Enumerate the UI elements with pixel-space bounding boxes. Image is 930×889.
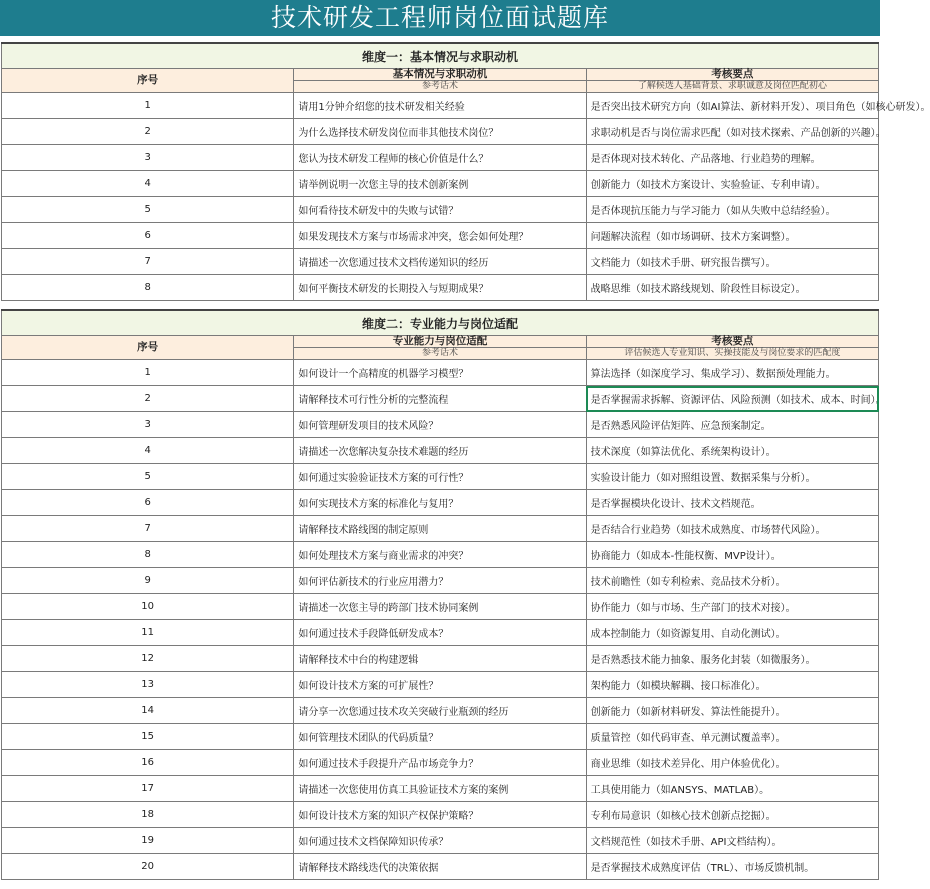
question-cell[interactable]: 请描述一次您解决复杂技术难题的经历 xyxy=(294,438,586,464)
table-row xyxy=(2,672,879,698)
keypoint-cell[interactable]: 成本控制能力（如资源复用、自动化测试）。 xyxy=(586,620,878,646)
keypoint-cell[interactable]: 技术深度（如算法优化、系统架构设计）。 xyxy=(586,438,878,464)
question-cell[interactable]: 如何设计技术方案的知识产权保护策略？ xyxy=(294,802,586,828)
question-cell[interactable]: 您认为技术研发工程师的核心价值是什么？ xyxy=(294,145,586,171)
question-cell[interactable]: 请解释技术路线图的制定原则 xyxy=(294,516,586,542)
header-no: 序号 xyxy=(2,336,294,360)
question-cell[interactable]: 如何实现技术方案的标准化与复用？ xyxy=(294,490,586,516)
question-cell[interactable]: 请举例说明一次您主导的技术创新案例 xyxy=(294,171,586,197)
table-row xyxy=(2,145,879,171)
keypoint-cell[interactable]: 是否掌握需求拆解、资源评估、风险预测（如技术、成本、时间）。 xyxy=(586,386,878,412)
keypoint-cell[interactable]: 是否结合行业趋势（如技术成熟度、市场替代风险）。 xyxy=(586,516,878,542)
table-row xyxy=(2,438,879,464)
row-number[interactable]: 3 xyxy=(2,145,294,171)
question-cell[interactable]: 为什么选择技术研发岗位而非其他技术岗位？ xyxy=(294,119,586,145)
keypoint-cell[interactable]: 是否熟悉风险评估矩阵、应急预案制定。 xyxy=(586,412,878,438)
question-cell[interactable]: 如何平衡技术研发的长期投入与短期成果？ xyxy=(294,275,586,301)
header-keypoint: 考核要点 xyxy=(586,336,878,348)
table-row xyxy=(2,542,879,568)
keypoint-cell[interactable]: 是否熟悉技术能力抽象、服务化封装（如微服务）。 xyxy=(586,646,878,672)
table-row xyxy=(2,464,879,490)
keypoint-cell[interactable]: 求职动机是否与岗位需求匹配（如对技术探索、产品创新的兴趣）。 xyxy=(586,119,878,145)
row-number[interactable]: 1 xyxy=(2,93,294,119)
table-row xyxy=(2,119,879,145)
row-number[interactable]: 12 xyxy=(2,646,294,672)
header-keypoint: 考核要点 xyxy=(586,69,878,81)
question-cell[interactable]: 请描述一次您使用仿真工具验证技术方案的案例 xyxy=(294,776,586,802)
header-question: 基本情况与求职动机 xyxy=(294,69,586,81)
row-number[interactable]: 8 xyxy=(2,542,294,568)
row-number[interactable]: 18 xyxy=(2,802,294,828)
table-row xyxy=(2,594,879,620)
question-cell[interactable]: 如何通过实验验证技术方案的可行性？ xyxy=(294,464,586,490)
table-row xyxy=(2,360,879,386)
header-keypoint-sub: 了解候选人基础背景、求职诚意及岗位匹配初心 xyxy=(586,81,878,93)
question-cell[interactable]: 如果发现技术方案与市场需求冲突，您会如何处理？ xyxy=(294,223,586,249)
header-question-sub: 参考话术 xyxy=(294,348,586,360)
question-cell[interactable]: 如何通过技术手段降低研发成本？ xyxy=(294,620,586,646)
table-row xyxy=(2,646,879,672)
question-cell[interactable]: 如何设计技术方案的可扩展性？ xyxy=(294,672,586,698)
table-row xyxy=(2,490,879,516)
page-title: 技术研发工程师岗位面试题库 xyxy=(0,0,880,36)
question-cell[interactable]: 请解释技术路线迭代的决策依据 xyxy=(294,854,586,880)
question-cell[interactable]: 如何管理研发项目的技术风险？ xyxy=(294,412,586,438)
table-row xyxy=(2,275,879,301)
section-spacer xyxy=(0,301,880,309)
table-row xyxy=(2,171,879,197)
row-number[interactable]: 17 xyxy=(2,776,294,802)
keypoint-cell[interactable]: 专利布局意识（如核心技术创新点挖掘）。 xyxy=(586,802,878,828)
question-cell[interactable]: 如何通过技术文档保障知识传承？ xyxy=(294,828,586,854)
row-number[interactable]: 4 xyxy=(2,171,294,197)
keypoint-cell[interactable]: 协作能力（如与市场、生产部门的技术对接）。 xyxy=(586,594,878,620)
table-row xyxy=(2,412,879,438)
table-row xyxy=(2,386,879,412)
row-number[interactable]: 5 xyxy=(2,197,294,223)
row-number[interactable]: 14 xyxy=(2,698,294,724)
keypoint-cell[interactable]: 创新能力（如新材料研发、算法性能提升）。 xyxy=(586,698,878,724)
row-number[interactable]: 9 xyxy=(2,568,294,594)
header-question-sub: 参考话术 xyxy=(294,81,586,93)
keypoint-cell[interactable]: 算法选择（如深度学习、集成学习）、数据预处理能力。 xyxy=(586,360,878,386)
keypoint-cell[interactable]: 是否突出技术研究方向（如AI算法、新材料开发）、项目角色（如核心研发）。 xyxy=(586,93,878,119)
table-row xyxy=(2,568,879,594)
row-number[interactable]: 11 xyxy=(2,620,294,646)
row-number[interactable]: 1 xyxy=(2,360,294,386)
table-row xyxy=(2,620,879,646)
table-row xyxy=(2,516,879,542)
keypoint-cell[interactable]: 工具使用能力（如ANSYS、MATLAB）。 xyxy=(586,776,878,802)
table-row xyxy=(2,698,879,724)
row-number[interactable]: 10 xyxy=(2,594,294,620)
row-number[interactable]: 15 xyxy=(2,724,294,750)
row-number[interactable]: 20 xyxy=(2,854,294,880)
keypoint-cell[interactable]: 架构能力（如模块解耦、接口标准化）。 xyxy=(586,672,878,698)
keypoint-cell[interactable]: 质量管控（如代码审查、单元测试覆盖率）。 xyxy=(586,724,878,750)
question-cell[interactable]: 如何评估新技术的行业应用潜力？ xyxy=(294,568,586,594)
table-row xyxy=(2,93,879,119)
keypoint-cell[interactable]: 是否掌握模块化设计、技术文档规范。 xyxy=(586,490,878,516)
question-cell[interactable]: 如何处理技术方案与商业需求的冲突？ xyxy=(294,542,586,568)
row-number[interactable]: 13 xyxy=(2,672,294,698)
keypoint-cell[interactable]: 协商能力（如成本-性能权衡、MVP设计）。 xyxy=(586,542,878,568)
table-row xyxy=(2,197,879,223)
question-cell[interactable]: 如何设计一个高精度的机器学习模型？ xyxy=(294,360,586,386)
table-row xyxy=(2,750,879,776)
question-cell[interactable]: 如何管理技术团队的代码质量？ xyxy=(294,724,586,750)
row-number[interactable]: 2 xyxy=(2,119,294,145)
row-number[interactable]: 2 xyxy=(2,386,294,412)
row-number[interactable]: 6 xyxy=(2,490,294,516)
table-row xyxy=(2,776,879,802)
question-cell[interactable]: 请解释技术中台的构建逻辑 xyxy=(294,646,586,672)
row-number[interactable]: 3 xyxy=(2,412,294,438)
keypoint-cell[interactable]: 技术前瞻性（如专利检索、竞品技术分析）。 xyxy=(586,568,878,594)
keypoint-cell[interactable]: 是否体现对技术转化、产品落地、行业趋势的理解。 xyxy=(586,145,878,171)
section-table-2 xyxy=(1,309,886,880)
keypoint-cell[interactable]: 是否掌握技术成熟度评估（TRL）、市场反馈机制。 xyxy=(586,854,878,880)
question-cell[interactable]: 请描述一次您通过技术文档传递知识的经历 xyxy=(294,249,586,275)
keypoint-cell[interactable]: 战略思维（如技术路线规划、阶段性目标设定）。 xyxy=(586,275,878,301)
row-number[interactable]: 6 xyxy=(2,223,294,249)
question-cell[interactable]: 请解释技术可行性分析的完整流程 xyxy=(294,386,586,412)
section-heading: 维度二：专业能力与岗位适配 xyxy=(2,310,879,336)
header-keypoint-sub: 评估候选人专业知识、实操技能及与岗位要求的匹配度 xyxy=(586,348,878,360)
question-cell[interactable]: 请分享一次您通过技术攻关突破行业瓶颈的经历 xyxy=(294,698,586,724)
question-cell[interactable]: 请用1分钟介绍您的技术研发相关经验 xyxy=(294,93,586,119)
row-number[interactable]: 16 xyxy=(2,750,294,776)
keypoint-cell[interactable]: 商业思维（如技术差异化、用户体验优化）。 xyxy=(586,750,878,776)
section-heading: 维度一：基本情况与求职动机 xyxy=(2,43,879,69)
question-cell[interactable]: 请描述一次您主导的跨部门技术协同案例 xyxy=(294,594,586,620)
table-row xyxy=(2,724,879,750)
row-number[interactable]: 7 xyxy=(2,249,294,275)
row-number[interactable]: 7 xyxy=(2,516,294,542)
row-number[interactable]: 19 xyxy=(2,828,294,854)
keypoint-cell[interactable]: 实验设计能力（如对照组设置、数据采集与分析）。 xyxy=(586,464,878,490)
row-number[interactable]: 4 xyxy=(2,438,294,464)
keypoint-cell[interactable]: 问题解决流程（如市场调研、技术方案调整）。 xyxy=(586,223,878,249)
keypoint-cell[interactable]: 文档能力（如技术手册、研究报告撰写）。 xyxy=(586,249,878,275)
row-number[interactable]: 8 xyxy=(2,275,294,301)
question-cell[interactable]: 如何看待技术研发中的失败与试错？ xyxy=(294,197,586,223)
section-table-1 xyxy=(1,42,930,301)
table-row xyxy=(2,802,879,828)
question-cell[interactable]: 如何通过技术手段提升产品市场竞争力？ xyxy=(294,750,586,776)
header-question: 专业能力与岗位适配 xyxy=(294,336,586,348)
table-row xyxy=(2,223,879,249)
header-no: 序号 xyxy=(2,69,294,93)
keypoint-cell[interactable]: 文档规范性（如技术手册、API文档结构）。 xyxy=(586,828,878,854)
keypoint-cell[interactable]: 创新能力（如技术方案设计、实验验证、专利申请）。 xyxy=(586,171,878,197)
question-sheet xyxy=(0,42,930,880)
row-number[interactable]: 5 xyxy=(2,464,294,490)
keypoint-cell[interactable]: 是否体现抗压能力与学习能力（如从失败中总结经验）。 xyxy=(586,197,878,223)
table-row xyxy=(2,249,879,275)
table-row xyxy=(2,854,879,880)
table-row xyxy=(2,828,879,854)
